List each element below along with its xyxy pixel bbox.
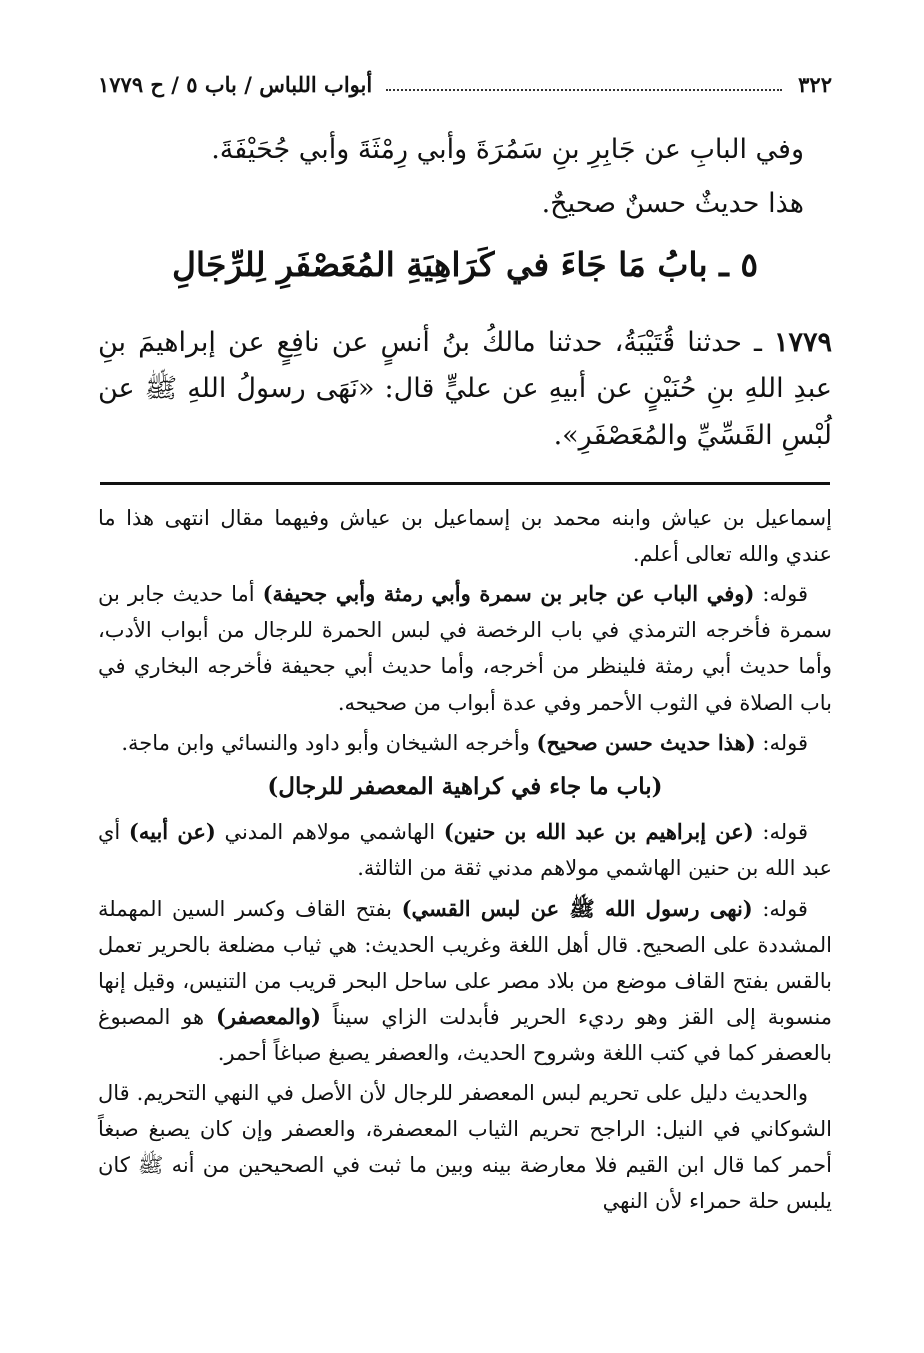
qawluhu-label: قوله: [762, 730, 808, 755]
commentary-para-3 [98, 725, 832, 761]
quoted-phrase: (عن أبيه) [128, 819, 216, 845]
quoted-phrase: (وفي الباب عن جابر بن سمرة وأبي رمثة وأبي جحيفة) [262, 581, 755, 607]
page-number: ٣٢٢ [798, 71, 832, 97]
commentary-text: وأخرجه الشيخان وأبو داود والنسائي وابن ماجة. [121, 730, 530, 755]
header-dotted-leader [386, 89, 782, 91]
matn-line-1: وفي البابِ عن جَابِرِ بنِ سَمُرَةَ وأبي رِمْثَةَ وأبي جُحَيْفَةَ. [211, 134, 804, 165]
hadith-text: ـ حدثنا قُتَيْبَةُ، حدثنا مالكُ بنُ أنسٍ عن نافِعٍ عن إبراهيمَ بنِ عبدِ اللهِ بنِ حُنَيْنٍ عن أبيهِ عن عليٍّ قال: «نَهَى رسولُ اللهِ ﷺ عن لُبْسِ القَسِّيِّ والمُعَصْفَرِ». [98, 327, 832, 451]
quoted-phrase: (هذا حديث حسن صحيح) [536, 729, 756, 755]
commentary-para-5 [98, 891, 832, 1072]
commentary [98, 500, 832, 1224]
commentary-text: الهاشمي مولاهم المدني [224, 820, 436, 845]
quoted-phrase: (والمعصفر) [215, 1003, 321, 1029]
hadith-1779 [98, 320, 832, 459]
bab-title: ٥ ـ بابُ مَا جَاءَ في كَرَاهِيَةِ المُعَصْفَرِ لِلرِّجَالِ [171, 245, 759, 284]
qawluhu-label: قوله: [762, 820, 808, 845]
section-heading: (باب ما جاء في كراهية المعصفر للرجال) [267, 772, 663, 800]
commentary-para-6: والحديث دليل على تحريم لبس المعصفر للرجال لأن الأصل في النهي التحريم. قال الشوكاني في النيل: الراجح تحريم الثياب المعصفرة، والعصفر وإن كان يصبغ صبغاً أحمر كما قال ابن القيم فلا معارضة بينه وبين ما ثبت في الصحيحين من أنه ﷺ كان يلبس حلة حمراء لأن النهي [98, 1081, 832, 1214]
commentary-para-4 [98, 814, 832, 886]
page-header [98, 66, 832, 102]
commentary-para-2 [98, 576, 832, 720]
quoted-phrase: (نهى رسول الله ﷺ عن لبس القسي) [401, 895, 753, 921]
quoted-phrase: (عن إبراهيم بن عبد الله بن حنين) [443, 819, 754, 845]
commentary-para-1: إسماعيل بن عياش وابنه محمد بن إسماعيل بن عياش وفيهما مقال انتهى هذا ما عندي والله تعالى أعلم. [98, 506, 832, 567]
matn-line-2: هذا حديثٌ حسنٌ صحيحٌ. [541, 188, 804, 219]
qawluhu-label: قوله: [762, 582, 809, 607]
commentary-text: بفتح القاف وكسر السين المهملة المشددة على الصحيح. قال أهل اللغة وغريب الحديث: هي ثياب مضلعة بالحرير تعمل بالقس بفتح القاف موضع من بلاد مصر على ساحل البحر قريب من التنيس، وقيل إنها منسوبة إلى القز وهو رديء الحرير فأبدلت الزاي سيناً [98, 896, 832, 1029]
commentary-text: هو المصبوغ بالعصفر كما في كتب اللغة وشروح الحديث، والعصفر يصبغ صباغاً أحمر. [98, 1004, 832, 1065]
running-title: أبواب اللباس / باب ٥ / ح ١٧٧٩ [98, 71, 373, 97]
commentary-text: أي عبد الله بن حنين الهاشمي مولاهم مدني ثقة من الثالثة. [98, 820, 832, 881]
qawluhu-label: قوله: [762, 896, 808, 921]
hadith-number: ١٧٧٩ [773, 327, 832, 358]
footnote-separator [100, 482, 830, 485]
commentary-text: أما حديث جابر بن سمرة فأخرجه الترمذي في باب الرخصة في لبس الحمرة للرجال من أبواب الأدب، وأما حديث أبي رمثة فلينظر من أخرجه، وأما حديث أبي جحيفة فأخرجه البخاري في باب الصلاة في الثوب الأحمر وفي عدة أبواب من صحيحه. [98, 582, 832, 715]
